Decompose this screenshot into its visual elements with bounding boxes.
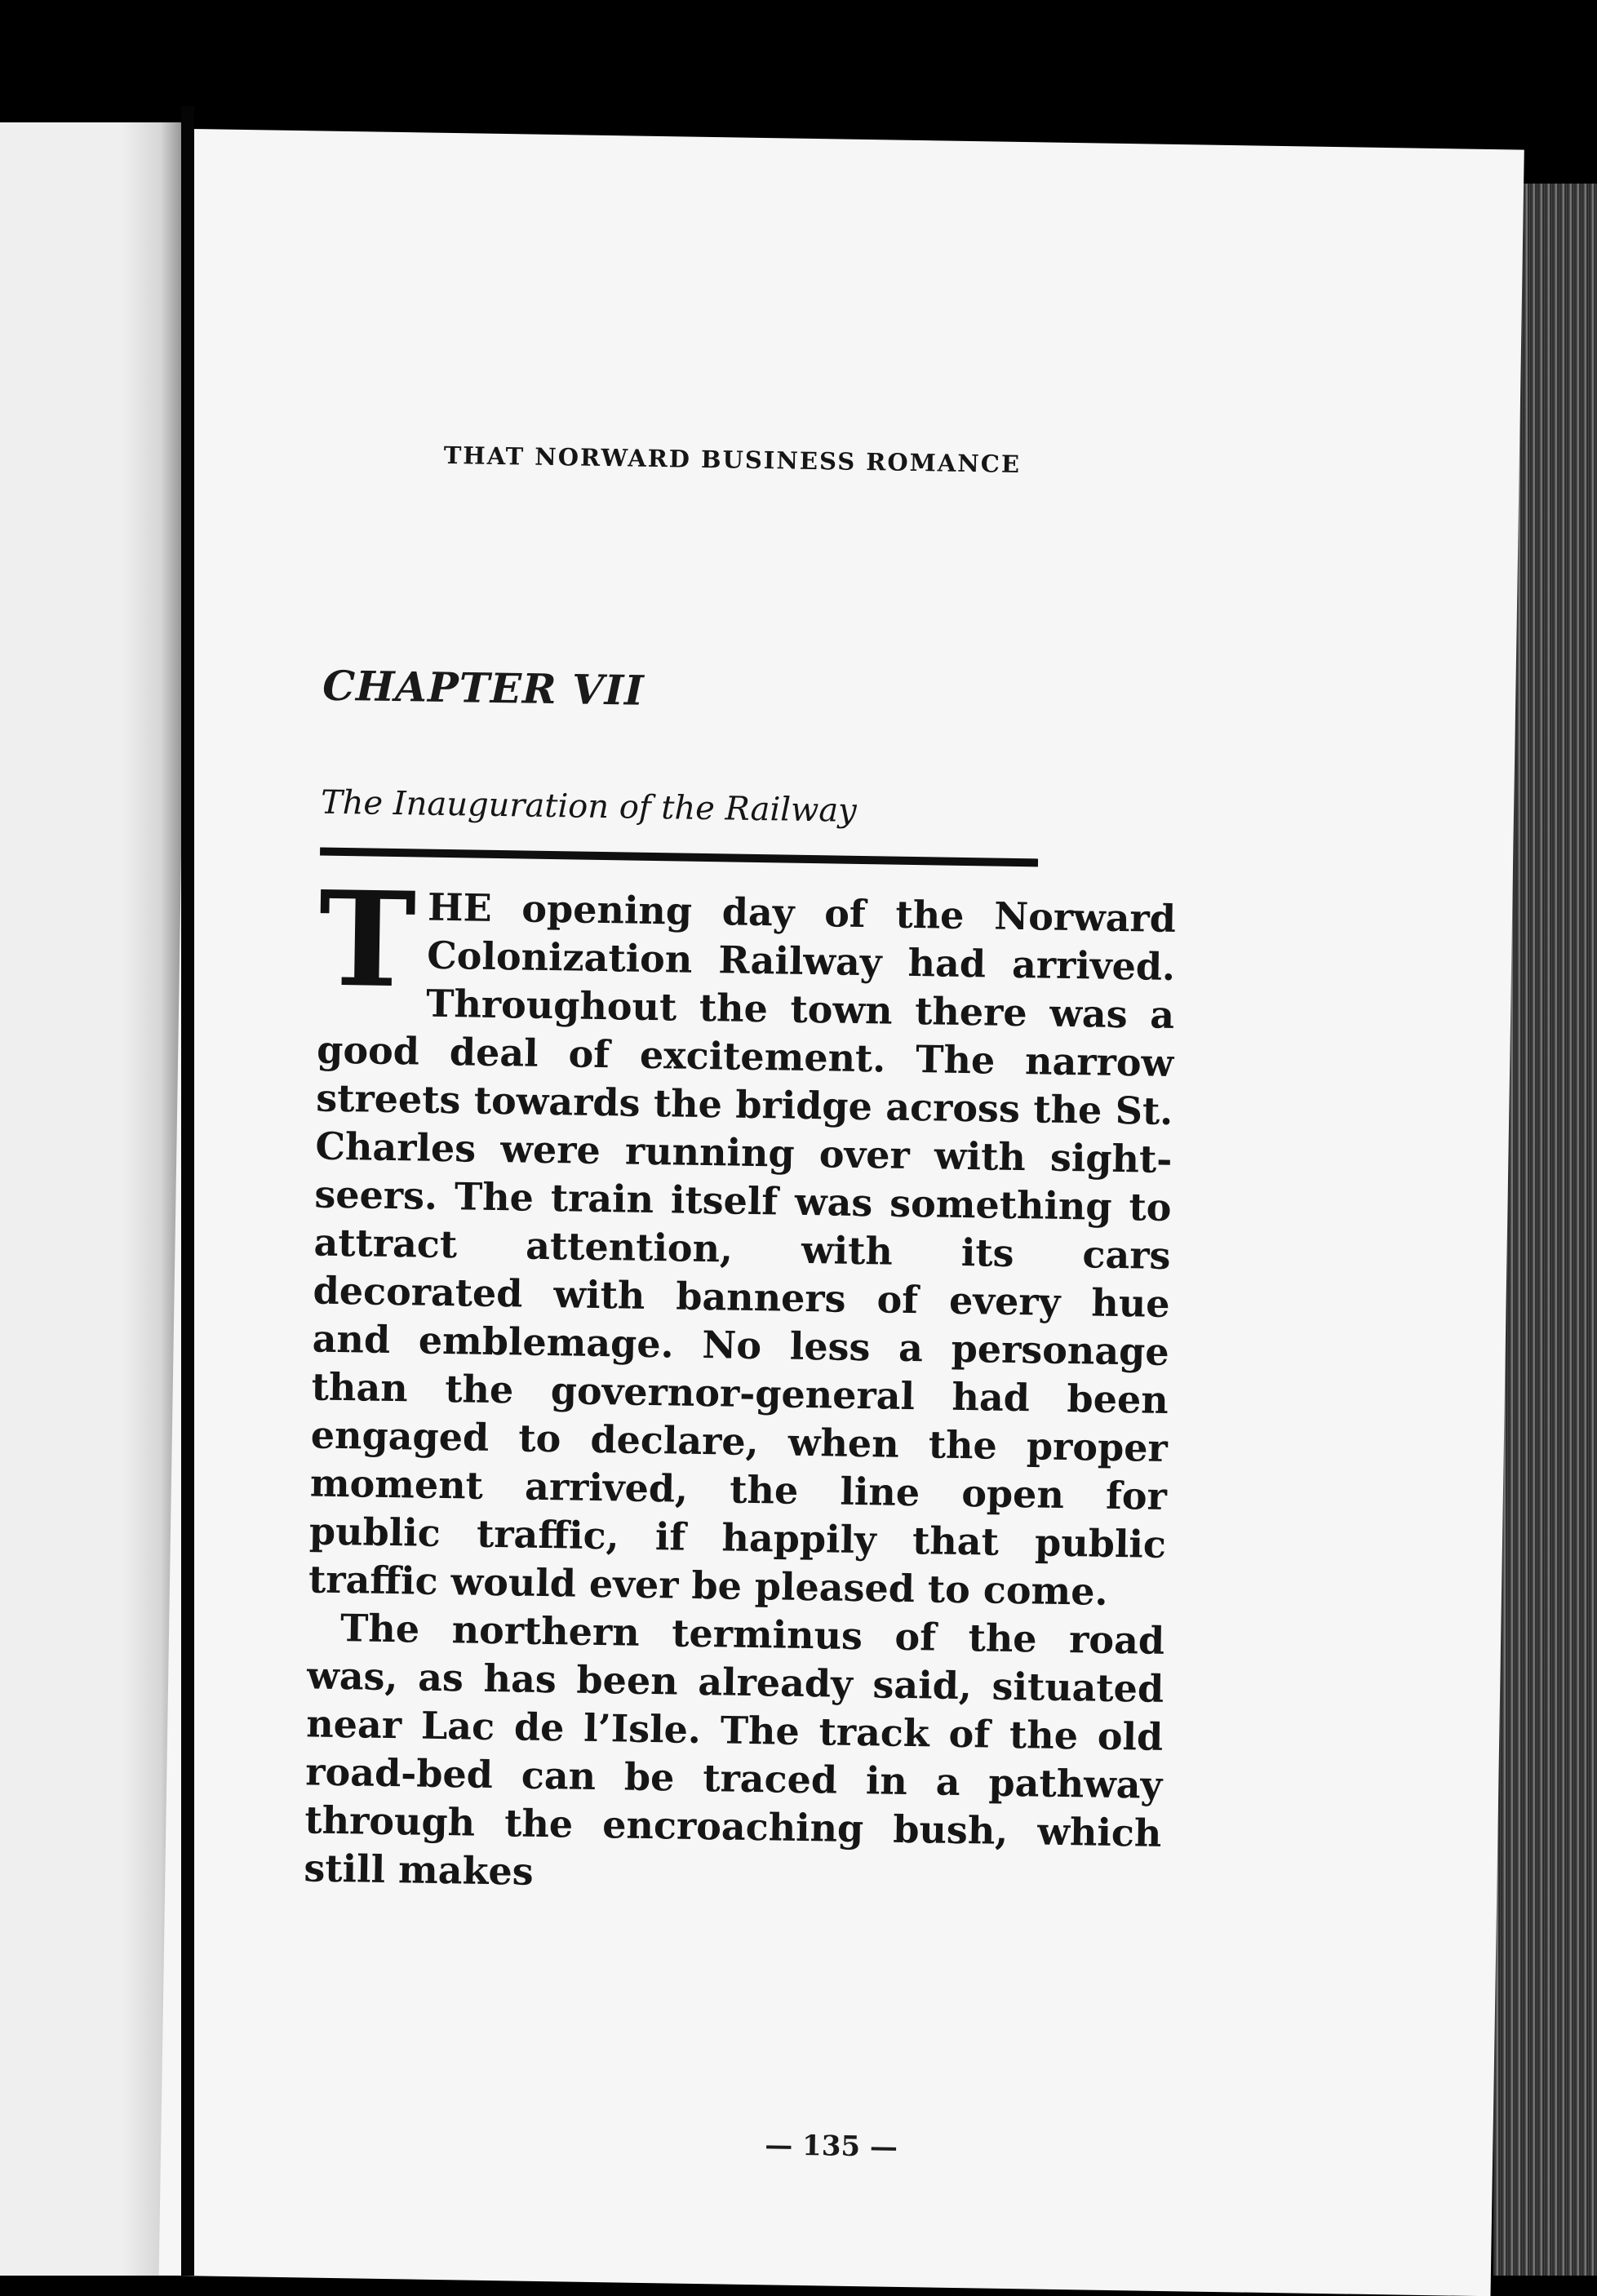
chapter-title: CHAPTER VII bbox=[322, 661, 645, 715]
paragraph-1-text: HE opening day of the Norward Colonization Railway had arrived. Throughout the town there was a good deal of excitement. The narrow streets towards the bridge across the St. Charles were running over with sight-seers. The train itself was something to attract attention, with its cars decorated with banners of every hue and emblemage. No less a personage than the governor-general had been engaged to declare, when the proper moment arrived, the line open for public traffic, if happily that public traffic would ever be pleased to come. bbox=[308, 884, 1177, 1614]
binding-gutter bbox=[181, 106, 194, 2276]
body-text bbox=[304, 862, 1177, 1906]
paragraph-2: The northern terminus of the road was, as has been already said, situated near Lac de l’Isle. The track of the old road-bed can be traced in a pathway through the encroaching bush, which still makes bbox=[304, 1606, 1165, 1894]
running-head: THAT NORWARD BUSINESS ROMANCE bbox=[443, 441, 1022, 478]
paragraph-1 bbox=[308, 862, 1177, 1617]
drop-cap: T bbox=[317, 862, 417, 1017]
chapter-subtitle: The Inauguration of the Railway bbox=[320, 783, 858, 830]
book-page bbox=[159, 129, 1524, 2296]
chapter-rule bbox=[320, 848, 1038, 867]
page-number: — 135 — bbox=[764, 2129, 898, 2164]
